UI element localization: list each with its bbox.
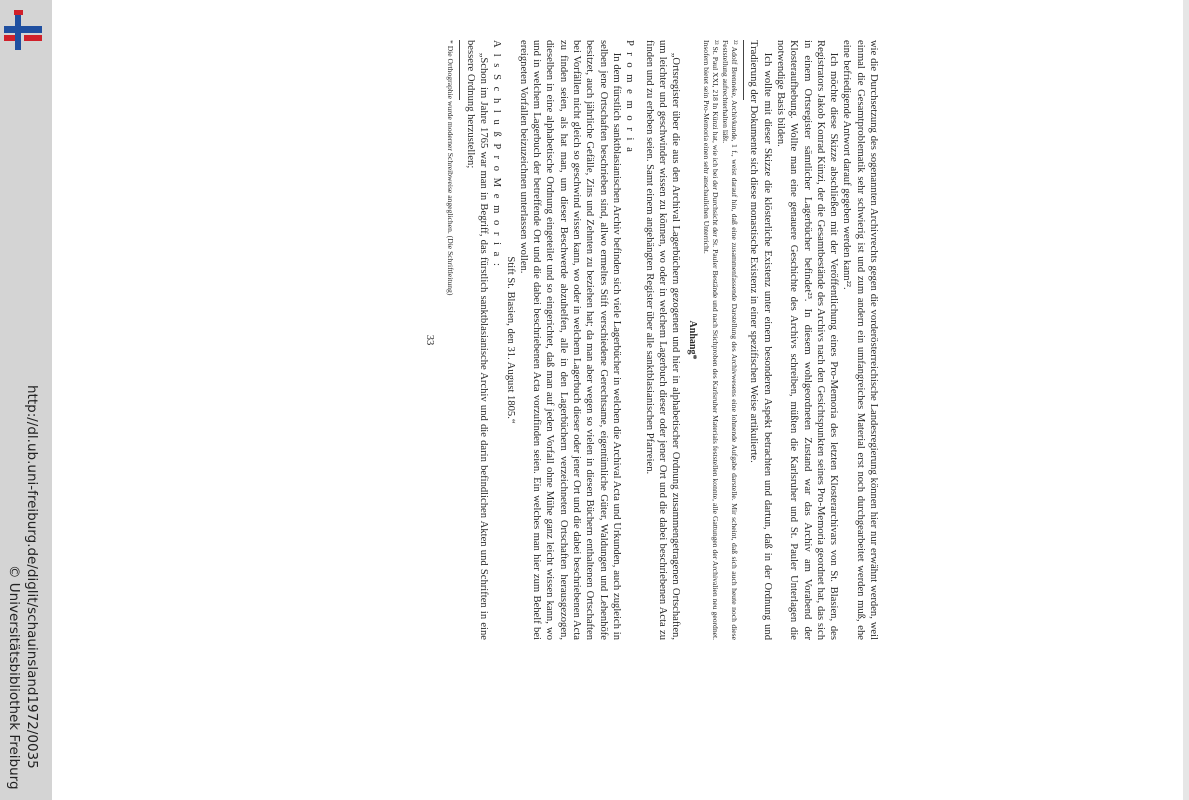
paragraph-5: In dem fürstlich sanktblasianischen Archiv befinden sich viele Lagerbücher in welchen die Archival Acta und Urkunden, auch zugleich in selben jene Ortschaften beschrieben sind, allwo ermeltes Stift verschiedene Gerechtsame, eigentümliche Güter, Waldungen und Lehenhöfe besitzet, auch jährliche Gefälle, Zins und Zehnten zu beziehen hat; da man aber wegen so vielen in diesen Büchern enthaltenen Ortschaften bei Vorfällen nicht gleich so geschwind wissen kann, wo oder in welchem Lagerbuch dieser oder jener Ort und die dabei beschriebenen Acta zu finden seien, als hat man, um dieser Beschwerde abzuhelfen, alle in den Lagerbüchern verzeichneten Ortschaften herausgezogen, dieselben in eine alphabetische Ordnung eingeteilet und so eingerichtet, daß man auf jeden Vorfall ohne Mühe ganz leicht wissen kann, wo und in welchem Lagerbuch der betreffende Ort und die dabei beschriebenen Acta vorzufinden seien. Ein welches man hier zum Behelf bei ereigneten Vorfallen beizuzeichnen unterlassen wollen. [517,40,622,640]
pro-memoria-heading: P r o m e m o r i a [624,40,636,154]
signoff-line: Stift St. Blasien, den 31. August 1805.“ [504,256,516,424]
copyright-notice: © Universitätsbibliothek Freiburg [6,565,22,790]
appendix-heading: Anhang* [687,320,699,360]
schluss-heading: A l s S c h l u ß P r o M e m o r i a : [491,40,503,268]
scrollbar[interactable] [1183,0,1189,800]
footnote-23: ²³ St. Paul XXI, 218 In Künzi hat, wie ich bei der Durchsicht der St. Pauler Bestände und nach Stichproben des Karlsruher Materials feststellen konnte, alle Gattungen der Archivalien neu geordnet. Insofern bietet sein Pro-Memoria einen sehr anschaulichen Unterricht. [701,40,721,640]
paragraph-3: Ich wollte mit dieser Skizze die klösterliche Existenz unter einem besonderen Aspekt betrachten und dartun, daß in der Ordnung und Tradierung der Dokumente sich diese monastische Existenz in einer spezifischen Weise artikulierte. [748,40,773,640]
paragraph-4: „Ortsregister über die aus den Archival Lagerbüchern gezogenen und hier in alphabetischer Ordnung zusammengetragenen Ortschaften, um leichter und geschwinder wissen zu können, wo oder in welchem Lagerbuch dieser oder jener Ort und die dabei beschriebenen Acta zu finden und zu erheben seien. Samt einem angehängten Register über alle sanktblasianischen Pfarreien. [643,40,682,640]
paragraph-6: „Schon im Jahre 1765 war man in Begriff, das fürstlich sanktblasianische Archiv und die darin befindlichen Akten und Schriften in eine bessere Ordnung herzustellen; [464,40,489,640]
scanned-page [340,40,880,640]
footnote-22: ²² Adolf Brenneke, Archivkunde, 1 f., weist darauf hin, daß eine zusammenfassende Darstellung des Archivwesens eine lohnende Aufgabe darstelle. Mir scheint, daß sich auch heute noch diese Feststellung aufrechterhalten läßt. [720,40,740,640]
footnote-star: * Die Orthographie wurde moderner Schreibweise angeglichen. (Die Schriftleitung) [446,40,456,296]
footnote-divider [743,40,744,100]
paragraph-2: Ich möchte diese Skizze abschließen mit der Veröffentlichung eines Pro-Memoria des letzten Klosterarchivars von St. Blasien, des Registrators Jakob Konrad Künzi, der die Gesamtbestände des Archivs nach den Gesichtspunkten seines Pro-Memoria geordnet hat, das sich in einem Ortsregister sämtlicher Lagerbücher befindet²³. In diesem wohlgeordneten Zustand war das Archiv am Vorabend der Klosteraufhebung. Wollte man eine genauere Geschichte des Archivs schreiben, müßten die Karlsruher und St. Pauler Unterlagen die notwendige Basis bilden. [774,40,840,640]
viewer-sidebar [0,0,52,800]
paragraph-1: wie die Durchsetzung des sogenannten Archivrechts gegen die vorderösterreichische Landesregierung können hier nur erwähnt werden, weil einmal die Gesamtproblematik sehr schwierig ist und zum andern ein umfangreiches Material erst noch durchgearbeitet werden muß, ehe eine befriedigende Antwort darauf gegeben werden kann²². [841,40,879,640]
library-logo-icon [2,8,46,52]
page-number: 33 [423,334,435,346]
footnote-divider-2 [459,40,460,100]
document-url[interactable]: http://dl.ub.uni-freiburg.de/diglit/schauinsland1972/0035 [24,385,40,769]
